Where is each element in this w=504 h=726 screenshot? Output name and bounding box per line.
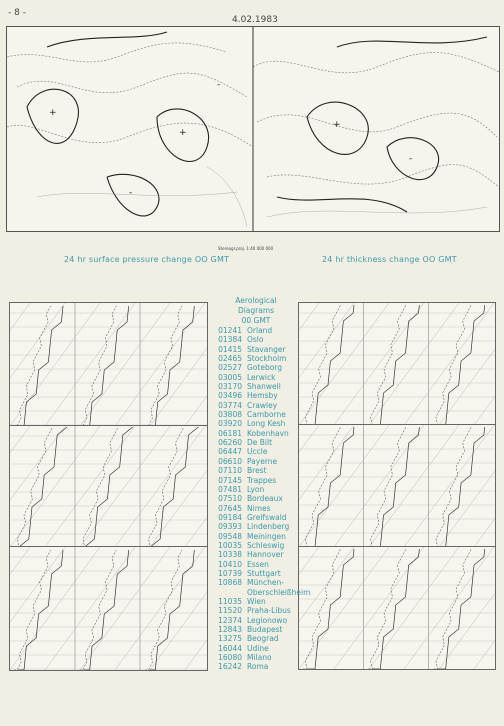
station-code: 03496: [218, 391, 242, 401]
station-code: 06260: [218, 438, 242, 448]
station-item: [212, 373, 310, 382]
station-name: Nimes: [247, 503, 271, 513]
station-item: [212, 550, 310, 559]
station-name: Essen: [247, 559, 269, 569]
station-code: 07481: [218, 484, 242, 494]
station-name: Legionowo: [247, 615, 288, 625]
station-code: 01384: [218, 335, 242, 345]
station-code: 09548: [218, 531, 242, 541]
station-name: Hemsby: [247, 391, 278, 401]
station-item: [212, 504, 310, 513]
station-item: [212, 447, 310, 456]
aerological-diagram: [298, 302, 496, 426]
pressure-change-map: [7, 27, 499, 231]
station-item: [212, 457, 310, 466]
station-item: [212, 438, 310, 447]
station-code: 10739: [218, 568, 242, 578]
station-code: 03808: [218, 410, 242, 420]
station-name: Long Kesh: [247, 419, 286, 429]
station-name: Roma: [247, 662, 269, 672]
page-date: 4.02.1983: [232, 15, 278, 25]
station-name: Brest: [247, 466, 267, 476]
weather-maps: [6, 26, 500, 232]
station-name: Milano: [247, 653, 272, 663]
aerological-diagram: [9, 302, 208, 427]
map-caption-right: 24 hr thickness change OO GMT: [322, 255, 457, 264]
aerological-title-line2: Diagrams: [237, 306, 275, 315]
aerological-diagram: [9, 425, 208, 548]
station-item: [212, 485, 310, 494]
station-item: [212, 578, 310, 587]
station-name: München-: [247, 578, 284, 588]
svg-text:-: -: [217, 80, 221, 90]
map-projection: Stereogr.proj. 1:40 000 000: [218, 246, 274, 251]
page-number: - 8 -: [8, 8, 26, 18]
station-code: 01241: [218, 326, 242, 335]
station-code: 01415: [218, 344, 242, 354]
svg-text:+: +: [179, 128, 187, 138]
station-name: Trappes: [247, 475, 277, 485]
station-item: [212, 653, 310, 662]
station-item: [212, 466, 310, 475]
station-name: Greifswald: [247, 512, 287, 522]
station-code: 09393: [218, 522, 242, 532]
station-item: [212, 354, 310, 363]
station-name: Shanwell: [247, 382, 281, 392]
station-code: 02527: [218, 363, 242, 373]
station-item: [212, 326, 310, 335]
station-item: [212, 644, 310, 653]
station-item: [212, 401, 310, 410]
station-name: De Bilt: [247, 438, 273, 448]
station-name: Lindenberg: [247, 522, 290, 532]
station-name: Stockholm: [247, 354, 287, 364]
map-caption-left: 24 hr surface pressure change OO GMT: [64, 255, 230, 264]
station-name: Goteborg: [247, 363, 283, 373]
station-code: 06447: [218, 447, 242, 457]
station-item: [212, 410, 310, 419]
station-item: [212, 391, 310, 400]
station-name: Kobenhavn: [247, 428, 289, 438]
station-item: [212, 345, 310, 354]
station-item: [212, 560, 310, 569]
station-name: Uccle: [247, 447, 268, 457]
station-item: [212, 494, 310, 503]
svg-text:-: -: [409, 154, 413, 164]
station-name: Hannover: [247, 550, 284, 560]
station-code: 07510: [218, 494, 242, 504]
station-item: [212, 597, 310, 606]
station-name: Schleswig: [247, 540, 285, 550]
station-item: [212, 662, 310, 671]
station-code: 03170: [218, 382, 242, 392]
station-name: Udine: [247, 643, 269, 653]
station-item: [212, 363, 310, 372]
station-name: Meiningen: [247, 531, 286, 541]
station-code: 16242: [218, 662, 242, 672]
station-code: 07145: [218, 475, 242, 485]
station-code: 07645: [218, 503, 242, 513]
station-code: 02465: [218, 354, 242, 364]
aerological-diagram: [298, 546, 496, 670]
station-code: 12374: [218, 615, 242, 625]
station-code: 10868: [218, 578, 242, 588]
station-code: 11035: [218, 596, 242, 606]
station-item: [212, 616, 310, 625]
station-name: Bordeaux: [247, 494, 283, 504]
station-item: [212, 522, 310, 531]
station-code: 06181: [218, 428, 242, 438]
station-item: [212, 419, 310, 428]
station-code: 13275: [218, 634, 242, 644]
station-name: Lerwick: [247, 372, 276, 382]
station-name: Praha-Libus: [247, 606, 291, 616]
station-code: 10410: [218, 559, 242, 569]
station-code: 10035: [218, 540, 242, 550]
station-item: [212, 541, 310, 550]
station-code: [212, 588, 242, 597]
station-code: 10338: [218, 550, 242, 560]
station-code: 09184: [218, 512, 242, 522]
station-item: [212, 532, 310, 541]
station-name: Orland: [247, 326, 273, 335]
svg-text:+: +: [333, 120, 341, 130]
station-item: [212, 335, 310, 344]
station-name: Oberschleißheim: [247, 587, 311, 597]
station-item: [212, 569, 310, 578]
station-name: Lyon: [247, 484, 265, 494]
station-item: [212, 382, 310, 391]
station-item: [212, 513, 310, 522]
station-item: [212, 634, 310, 643]
station-code: 06610: [218, 456, 242, 466]
station-name: Stavanger: [247, 344, 286, 354]
station-item: [212, 429, 310, 438]
station-item: [212, 625, 310, 634]
aerological-diagram: [298, 424, 496, 548]
station-code: 16044: [218, 643, 242, 653]
station-name: Oslo: [247, 335, 264, 345]
svg-text:+: +: [49, 108, 57, 118]
aerological-title-line1: Aerological: [235, 296, 277, 305]
station-name: Payerne: [247, 456, 278, 466]
station-code: 16080: [218, 653, 242, 663]
station-name: Wien: [247, 596, 266, 606]
aerological-title: [216, 296, 296, 326]
station-item: [212, 606, 310, 615]
station-code: 03920: [218, 419, 242, 429]
station-item: [212, 476, 310, 485]
aerological-diagram: [9, 546, 208, 671]
station-name: Stuttgart: [247, 568, 281, 578]
station-name: Beograd: [247, 634, 279, 644]
station-code: 03005: [218, 372, 242, 382]
station-name: Camborne: [247, 410, 286, 420]
station-code: 11520: [218, 606, 242, 616]
station-name: Crawley: [247, 400, 278, 410]
station-code: 07110: [218, 466, 242, 476]
svg-text:-: -: [129, 188, 133, 198]
aerological-title-line3: 00 GMT: [241, 316, 271, 325]
station-item: [212, 588, 310, 597]
station-name: Budapest: [247, 625, 283, 634]
station-code: 03774: [218, 400, 242, 410]
station-code: 12843: [218, 625, 242, 634]
station-list: [212, 326, 310, 672]
